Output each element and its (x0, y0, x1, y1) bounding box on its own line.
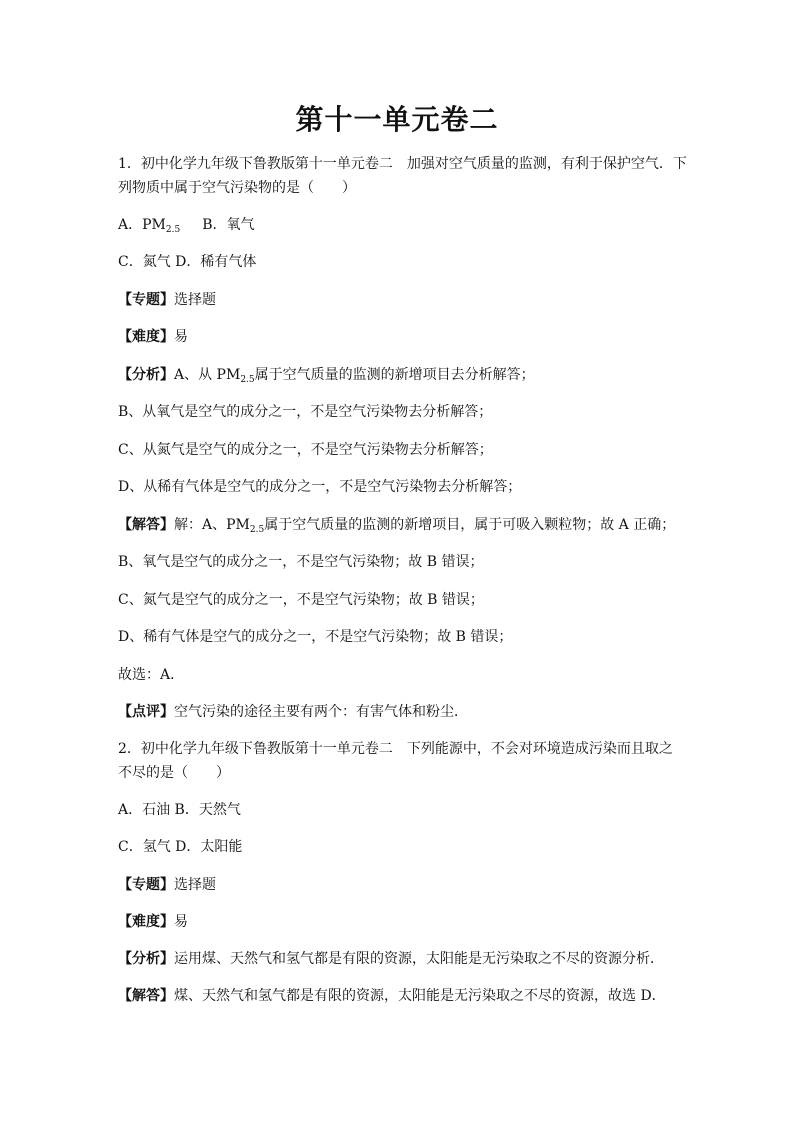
page-title: 第十一单元卷二 (295, 103, 499, 136)
q2-stem-line2: 不尽的是（ ） (118, 765, 230, 781)
answer-label: 【解答】 (118, 988, 174, 1004)
topic-label: 【专题】 (118, 292, 174, 308)
q1-stem-line1: 1．初中化学九年级下鲁教版第十一单元卷二 加强对空气质量的监测，有利于保护空气．下 (118, 156, 687, 172)
q1-answer-a: 【解答】解：A、$PM_{2.5}$属于空气质量的监测的新增项目，属于可吸入颗粒物；故 A 正确； (118, 517, 676, 535)
answer-label: 【解答】 (118, 517, 174, 533)
q1-answer-c: C、氮气是空气的成分之一，不是空气污染物；故 B 错误； (118, 592, 484, 608)
q1-topic: 【专题】选择题 (118, 292, 216, 308)
analysis-label: 【分析】 (118, 951, 174, 967)
comment-label: 【点评】 (118, 704, 174, 720)
q1-answer-d: D、稀有气体是空气的成分之一，不是空气污染物；故 B 错误； (118, 629, 513, 645)
q2-options-ab: A．石油 B．天然气 (118, 802, 241, 818)
q1-option-a: A．$PM_{2.5}$ (118, 217, 181, 235)
difficulty-label: 【难度】 (118, 329, 174, 345)
q1-difficulty: 【难度】易 (118, 329, 188, 345)
q1-options-ab (118, 214, 688, 241)
q1-option-b: B．氧气 (202, 217, 255, 233)
q1-choice: 故选：A． (118, 667, 185, 683)
q2-topic: 【专题】选择题 (118, 877, 216, 893)
q1-analysis-b: B、从氧气是空气的成分之一，不是空气污染物去分析解答； (118, 404, 493, 420)
q1-answer-b: B、氧气是空气的成分之一，不是空气污染物；故 B 错误； (118, 554, 484, 570)
q2-options-cd: C．氢气 D．太阳能 (118, 839, 243, 855)
difficulty-label: 【难度】 (118, 914, 174, 930)
q2-answer: 【解答】煤、天然气和氢气都是有限的资源，太阳能是无污染取之不尽的资源，故选 D． (118, 988, 666, 1004)
q1-stem-line2: 列物质中属于空气污染物的是（ ） (118, 180, 356, 196)
q2-analysis: 【分析】运用煤、天然气和氢气都是有限的资源，太阳能是无污染取之不尽的资源分析． (118, 951, 664, 967)
q1-analysis-c: C、从氮气是空气的成分之一，不是空气污染物去分析解答； (118, 442, 493, 458)
analysis-label: 【分析】 (118, 367, 174, 383)
topic-label: 【专题】 (118, 877, 174, 893)
q1-options-cd: C．氮气 D．稀有气体 (118, 254, 257, 270)
q2-stem-line1: 2．初中化学九年级下鲁教版第十一单元卷二 下列能源中，不会对环境造成污染而且取之 (118, 741, 673, 757)
q1-analysis-d: D、从稀有气体是空气的成分之一，不是空气污染物去分析解答； (118, 479, 522, 495)
q1-comment: 【点评】空气污染的途径主要有两个：有害气体和粉尘． (118, 704, 468, 720)
q1-analysis-a: 【分析】A、从 $PM_{2.5}$属于空气质量的监测的新增项目去分析解答； (118, 367, 535, 385)
q2-difficulty: 【难度】易 (118, 914, 188, 930)
